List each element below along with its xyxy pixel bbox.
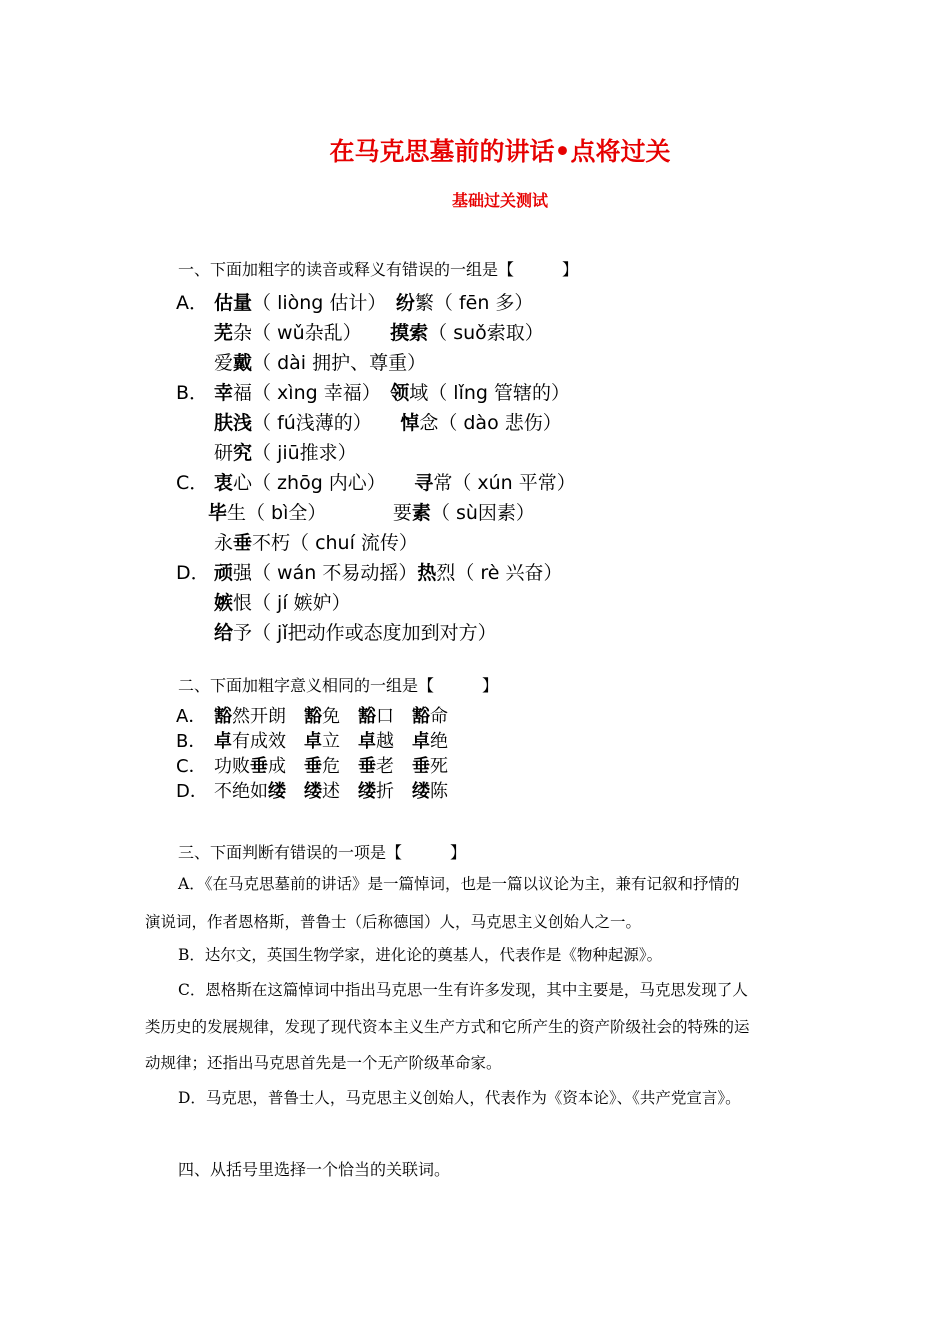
option-text: 予（ jǐ把动作或态度加到对方） (233, 622, 497, 644)
option-text: 老 (376, 756, 412, 777)
option-text: 口 (376, 706, 412, 727)
option-line (214, 348, 426, 375)
option-text: 恨（ jí 嫉妒） (233, 592, 351, 614)
bold-character: 缕 (268, 781, 286, 802)
bold-character: 豁 (412, 706, 430, 727)
option-line (214, 702, 448, 728)
option-label: D． (176, 781, 208, 802)
bold-character: 幸 (214, 382, 234, 404)
option-text: （ suǒ索取） (428, 322, 544, 344)
bold-character: 究 (233, 442, 253, 464)
bold-character: 悼 (400, 412, 420, 434)
bold-character: 垂 (233, 532, 253, 554)
option-label: C． (176, 756, 207, 777)
option-text: 命 (430, 706, 448, 727)
option-text: 杂（ wǔ杂乱） (233, 322, 391, 344)
option-label: B． (176, 731, 207, 752)
bold-character: 热 (417, 562, 437, 584)
option-text: （ sù因素） (430, 502, 535, 524)
bold-character: 素 (411, 502, 431, 524)
question-3-option-a: A．《在马克思墓前的讲话》是一篇悼词，也是一篇以议论为主，兼有记叙和抒情的 (178, 875, 740, 893)
option-text: 要 (392, 502, 412, 524)
option-text: 免 (322, 706, 358, 727)
bold-character: 卓 (358, 731, 376, 752)
option-text: 念（ dào 悲伤） (419, 412, 562, 434)
option-line (214, 752, 448, 778)
page-title: 在马克思墓前的讲话•点将过关 (329, 137, 671, 166)
question-3-option-c-cont2: 动规律；还指出马克思首先是一个无产阶级革命家。 (145, 1054, 502, 1072)
bold-character: 给 (214, 622, 234, 644)
bold-character: 卓 (412, 731, 430, 752)
option-line (208, 498, 535, 525)
bold-character: 毕 (208, 502, 228, 524)
option-text: 功败 (214, 756, 250, 777)
option-text: 陈 (430, 781, 448, 802)
bold-character: 垂 (358, 756, 376, 777)
bold-character: 肤 (214, 412, 234, 434)
bold-character: 垂 (304, 756, 322, 777)
option-line (214, 618, 497, 645)
bold-character: 卓 (214, 731, 232, 752)
option-line (214, 727, 448, 753)
option-line (214, 558, 563, 585)
bold-character: 垂 (250, 756, 268, 777)
option-text: 折 (376, 781, 412, 802)
option-text: （ dài 拥护、尊重） (252, 352, 427, 374)
bold-character: 衷 (214, 472, 234, 494)
option-text: 危 (322, 756, 358, 777)
option-line (214, 288, 533, 315)
bold-character: 缕 (304, 781, 322, 802)
option-text (286, 781, 304, 802)
bold-character: 领 (390, 382, 410, 404)
option-text: 绝 (430, 731, 448, 752)
option-text: （ jiū推求） (252, 442, 357, 464)
bold-character: 戴 (233, 352, 253, 374)
bold-character: 嫉 (214, 592, 234, 614)
option-text: 永 (214, 532, 234, 554)
bold-character: 索 (409, 322, 429, 344)
option-text: （ fú浅薄的） (252, 412, 401, 434)
question-3-option-a-cont: 演说词，作者恩格斯，普鲁士（后称德国）人，马克思主义创始人之一。 (145, 913, 642, 931)
option-line (214, 438, 357, 465)
option-text: 生（ bì全） (227, 502, 393, 524)
option-text: 福（ xìng 幸福） (233, 382, 391, 404)
bold-character: 浅 (233, 412, 253, 434)
option-line (214, 468, 576, 495)
option-text: 繁（ fēn 多） (414, 292, 534, 314)
bold-character: 纷 (395, 292, 415, 314)
question-3-stem: 三、下面判断有错误的一项是【 】 (178, 843, 467, 862)
option-line (214, 318, 544, 345)
bold-character: 豁 (214, 706, 232, 727)
bold-character: 卓 (304, 731, 322, 752)
option-text: 研 (214, 442, 234, 464)
option-label: A． (176, 706, 207, 727)
option-text: 域（ lǐng 管辖的） (409, 382, 570, 404)
option-text: 有成效 (232, 731, 304, 752)
option-text: 死 (430, 756, 448, 777)
bold-character: 顽 (214, 562, 234, 584)
option-line (214, 528, 418, 555)
option-text: 成 (268, 756, 304, 777)
page-subtitle: 基础过关测试 (451, 191, 548, 210)
option-text: 常（ xún 平常） (433, 472, 576, 494)
option-text: 烈（ rè 兴奋） (436, 562, 563, 584)
option-text: （ liòng 估计） (252, 292, 396, 314)
question-3-option-d: D．马克思，普鲁士人，马克思主义创始人，代表作为《资本论》、《共产党宣言》。 (178, 1089, 741, 1107)
bold-character: 寻 (414, 472, 434, 494)
option-text: 不朽（ chuí 流传） (252, 532, 418, 554)
question-1-stem: 一、下面加粗字的读音或释义有错误的一组是【 】 (178, 260, 579, 279)
bold-character: 芜 (214, 322, 234, 344)
option-label: C． (176, 472, 209, 494)
option-text: 不绝如 (214, 781, 268, 802)
option-text: 爱 (214, 352, 234, 374)
option-text: 心（ zhōg 内心） (233, 472, 415, 494)
option-text: 然开朗 (232, 706, 304, 727)
option-line (214, 777, 448, 803)
question-3-option-c-cont: 类历史的发展规律，发现了现代资本主义生产方式和它所产生的资产阶级社会的特殊的运 (145, 1018, 750, 1036)
question-4-stem: 四、从括号里选择一个恰当的关联词。 (178, 1160, 451, 1179)
option-text: 强（ wán 不易动摇） (233, 562, 418, 584)
option-text: 述 (322, 781, 358, 802)
option-text: 立 (322, 731, 358, 752)
bold-character: 豁 (358, 706, 376, 727)
bold-character: 量 (233, 292, 253, 314)
bold-character: 缕 (412, 781, 430, 802)
bold-character: 估 (214, 292, 234, 314)
option-label: A． (176, 292, 208, 314)
bold-character: 垂 (412, 756, 430, 777)
option-line (214, 588, 351, 615)
option-label: B． (176, 382, 209, 404)
option-text: 越 (376, 731, 412, 752)
question-3-option-c: C．恩格斯在这篇悼词中指出马克思一生有许多发现，其中主要是，马克思发现了人 (178, 981, 748, 999)
question-2-stem: 二、下面加粗字意义相同的一组是【 】 (178, 676, 499, 695)
option-line (214, 378, 570, 405)
bold-character: 缕 (358, 781, 376, 802)
question-3-option-b: B．达尔文，英国生物学家，进化论的奠基人，代表作是《物种起源》。 (178, 946, 663, 964)
option-label: D． (176, 562, 210, 584)
bold-character: 摸 (390, 322, 410, 344)
option-line (214, 408, 562, 435)
bold-character: 豁 (304, 706, 322, 727)
